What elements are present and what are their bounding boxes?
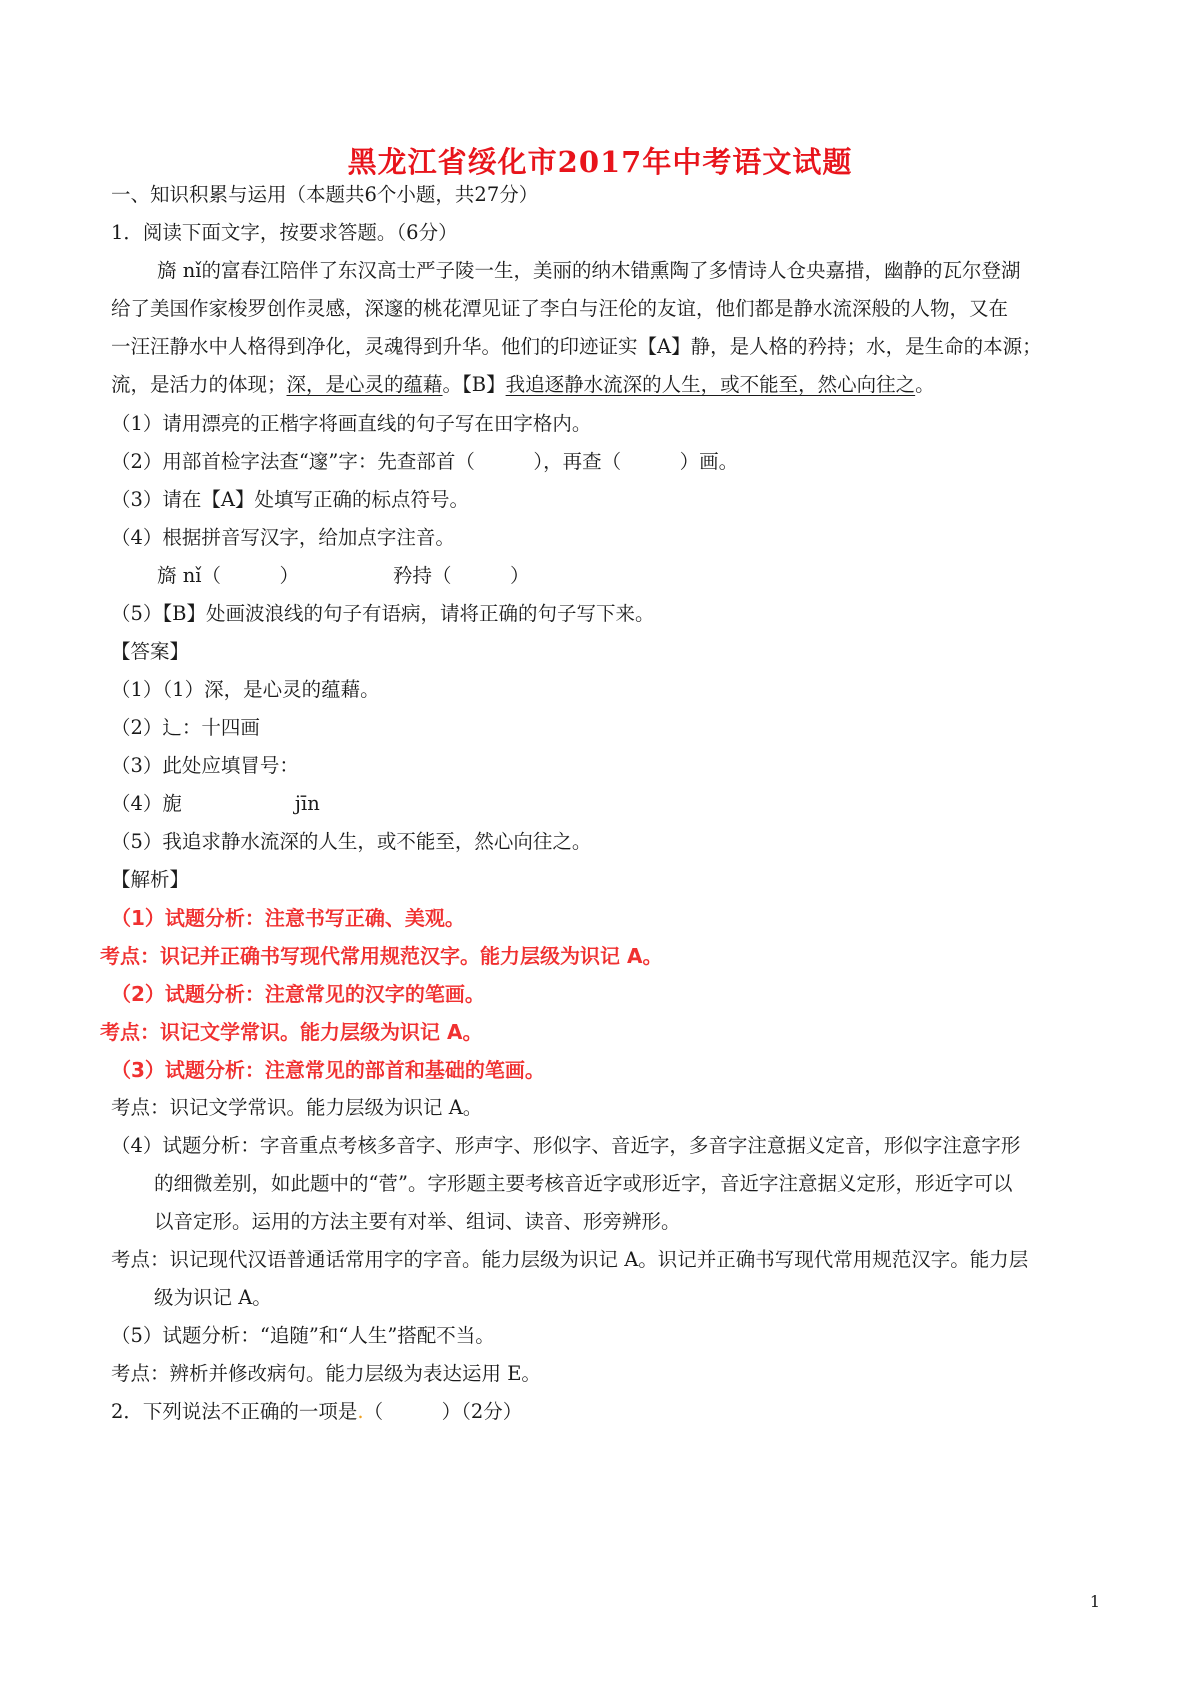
question-2-blank: （ ）（2分） — [363, 1400, 523, 1423]
page-number: 1 — [1089, 1592, 1100, 1611]
answer-3: （3）此处应填冒号： — [111, 754, 299, 777]
passage-text: 。 — [915, 373, 935, 396]
question-1-stem: 1．阅读下面文字，按要求答题。（6分） — [111, 221, 458, 244]
analysis-4-line-1: （4）试题分析：字音重点考核多音字、形声字、形似字、音近字，多音字注意据义定音，形似字注意字形 — [111, 1134, 1021, 1157]
answer-heading: 【答案】 — [111, 640, 190, 663]
kaodian-1: 考点：识记并正确书写现代常用规范汉字。能力层级为识记 A。 — [100, 944, 663, 968]
analysis-4-line-2: 的细微差别，如此题中的“菅”。字形题主要考核音近字或形近字，音近字注意据义定形，形近字可以 — [154, 1172, 1013, 1195]
wavy-sentence: 我追逐静水流深的人生，或不能至，然心向往之 — [505, 373, 916, 396]
passage-text: 流，是活力的体现； — [111, 373, 287, 396]
blank-a: 旖 nǐ（ ） — [157, 564, 299, 587]
passage-line-1: 旖 nǐ的富春江陪伴了东汉高士严子陵一生，美丽的纳木错熏陶了多情诗人仓央嘉措，幽静的瓦尔登湖 — [157, 259, 1021, 282]
question-2-stem — [111, 1397, 1101, 1427]
page-title: 黑龙江省绥化市2017年中考语文试题 — [347, 145, 853, 179]
analysis-5: （5）试题分析：“追随”和“人生”搭配不当。 — [111, 1324, 495, 1347]
kaodian-3: 考点：识记文学常识。能力层级为识记 A。 — [111, 1096, 483, 1119]
passage-line-2: 给了美国作家梭罗创作灵感，深邃的桃花潭见证了李白与汪伦的友谊，他们都是静水流深般的人物，又在 — [111, 297, 1009, 320]
answer-4-pinyin: jīn — [294, 792, 320, 815]
kaodian-5: 考点：辨析并修改病句。能力层级为表达运用 E。 — [111, 1362, 541, 1385]
analysis-3: （3）试题分析：注意常见的部首和基础的笔画。 — [111, 1058, 545, 1082]
sub-question-2: （2）用部首检字法查“邃”字：先查部首（ ），再查（ ）画。 — [111, 450, 739, 473]
kaodian-2: 考点：识记文学常识。能力层级为识记 A。 — [100, 1020, 483, 1044]
kaodian-4-line-1: 考点：识记现代汉语普通话常用字的字音。能力层级为识记 A。识记并正确书写现代常用规范汉字。能力层 — [111, 1248, 1029, 1271]
sub-question-5: （5）【B】处画波浪线的句子有语病，请将正确的句子写下来。 — [111, 602, 655, 625]
analysis-1: （1）试题分析：注意书写正确、美观。 — [111, 906, 465, 930]
question-2-text: 2．下列说法不正确的一项是 — [111, 1400, 358, 1423]
section-heading: 一、知识积累与运用（本题共6个小题，共27分） — [111, 183, 539, 206]
analysis-heading: 【解析】 — [111, 868, 190, 891]
analysis-2: （2）试题分析：注意常见的汉字的笔画。 — [111, 982, 485, 1006]
sub-question-4-blanks — [111, 561, 1101, 591]
passage-text: 。【B】 — [442, 373, 506, 396]
answer-5: （5）我追求静水流深的人生，或不能至，然心向往之。 — [111, 830, 592, 853]
emphasis-dot: . — [357, 1400, 364, 1423]
passage-line-3: 一汪汪静水中人格得到净化，灵魂得到升华。他们的印迹证实【A】静，是人格的矜持；水，是生命的本源； — [111, 335, 1042, 358]
kaodian-4-line-2: 级为识记 A。 — [154, 1286, 272, 1309]
answer-1: （1）（1）深，是心灵的蕴藉。 — [111, 678, 380, 701]
underlined-sentence: 深，是心灵的蕴藉 — [286, 373, 443, 396]
sub-question-3: （3）请在【A】处填写正确的标点符号。 — [111, 488, 469, 511]
passage-line-4 — [111, 370, 1101, 400]
answer-4-char: （4）旎 — [111, 792, 182, 815]
sub-question-4: （4）根据拼音写汉字，给加点字注音。 — [111, 526, 455, 549]
analysis-4-line-3: 以音定形。运用的方法主要有对举、组词、读音、形旁辨形。 — [154, 1210, 681, 1233]
sub-question-1: （1）请用漂亮的正楷字将画直线的句子写在田字格内。 — [111, 412, 592, 435]
blank-b: 矜持（ ） — [393, 564, 530, 587]
answer-4 — [111, 789, 1101, 819]
answer-2: （2）辶：十四画 — [111, 716, 260, 739]
